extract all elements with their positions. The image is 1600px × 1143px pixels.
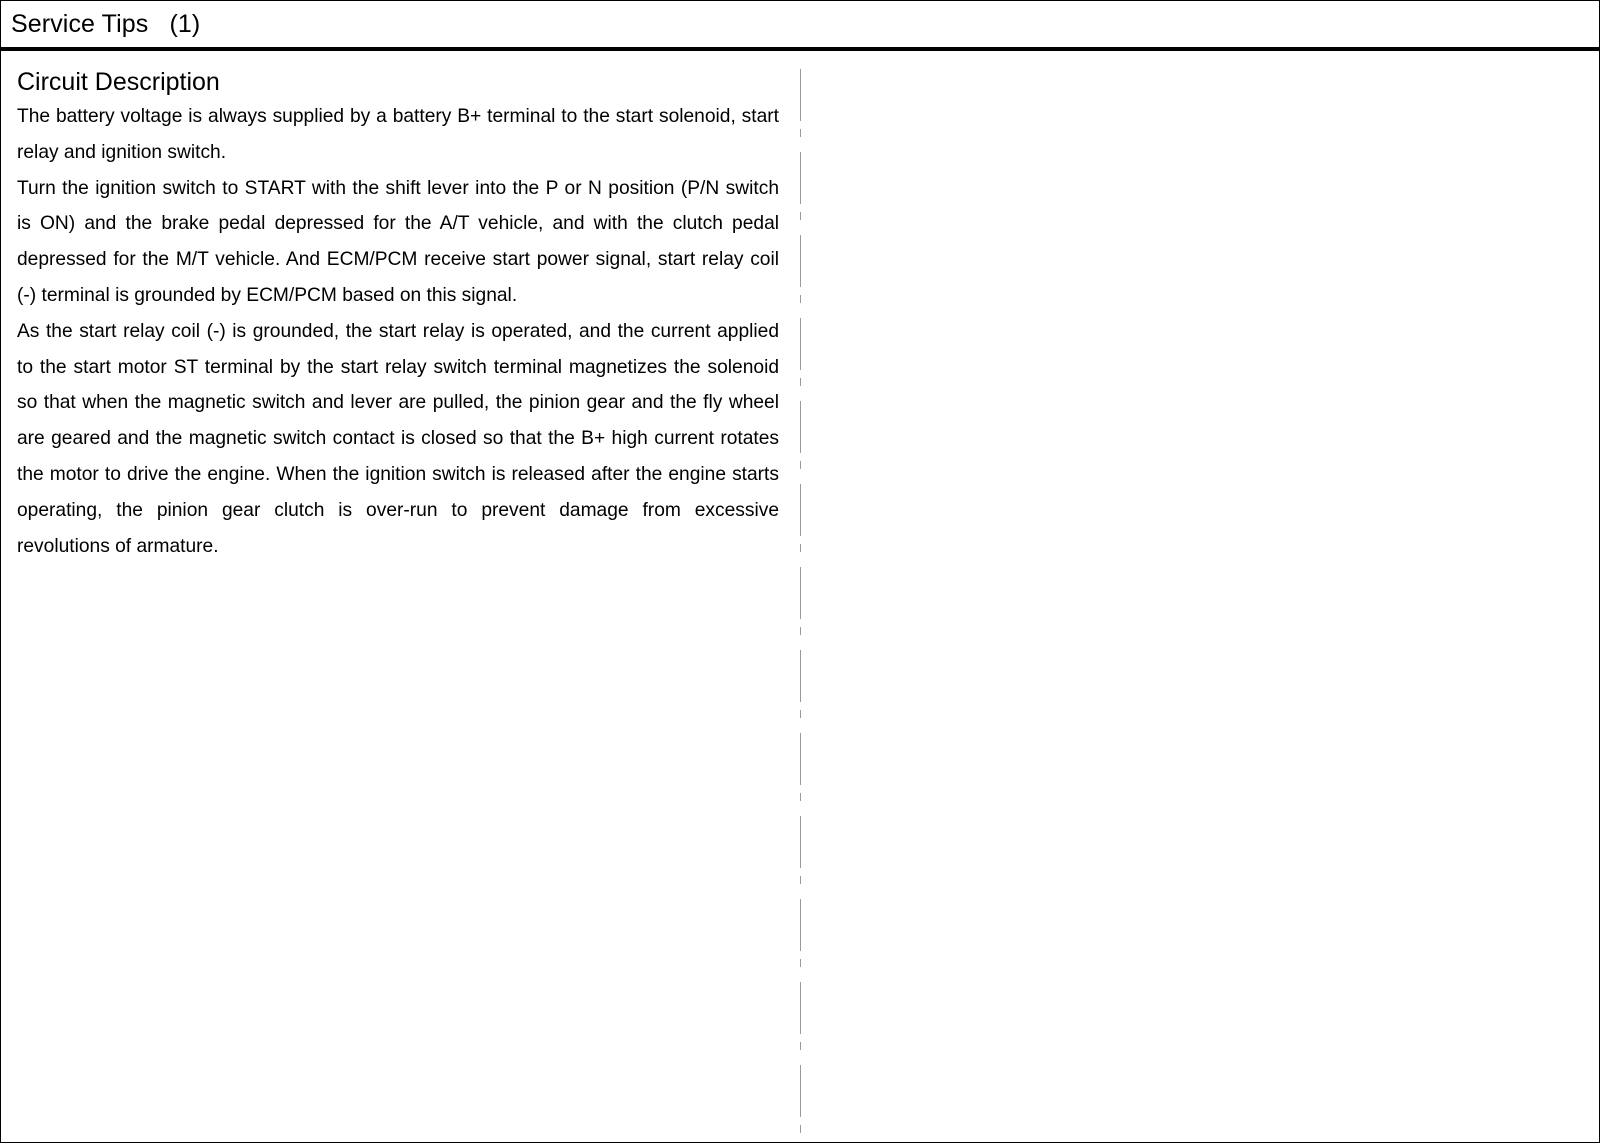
page-header: [1, 1, 1599, 51]
description-paragraph-3: As the start relay coil (-) is grounded, the start relay is operated, and the current applied to the start motor ST terminal by the start relay switch terminal magnetizes the solenoid so that when the magnetic switch and lever are pulled, the pinion gear and the fly wheel are geared and the magnetic switch contact is closed so that the B+ high current rotates the motor to drive the engine. When the ignition switch is released after the engine starts operating, the pinion gear clutch is over-run to prevent damage from excessive revolutions of armature.: [17, 320, 779, 557]
description-paragraph-1: The battery voltage is always supplied by a battery B+ terminal to the start solenoid, start relay and ignition switch.: [17, 106, 779, 163]
column-divider: [800, 69, 801, 1137]
page-title: Service Tips (1): [11, 9, 201, 38]
description-paragraph-2: Turn the ignition switch to START with the shift lever into the P or N position (P/N switch is ON) and the brake pedal depressed for the A/T vehicle, and with the clutch pedal depressed for the M/T vehicle. And ECM/PCM receive start power signal, start relay coil (-) terminal is grounded by ECM/PCM based on this signal.: [17, 177, 779, 306]
circuit-description-section: [17, 67, 779, 564]
section-title: Circuit Description: [17, 68, 220, 96]
